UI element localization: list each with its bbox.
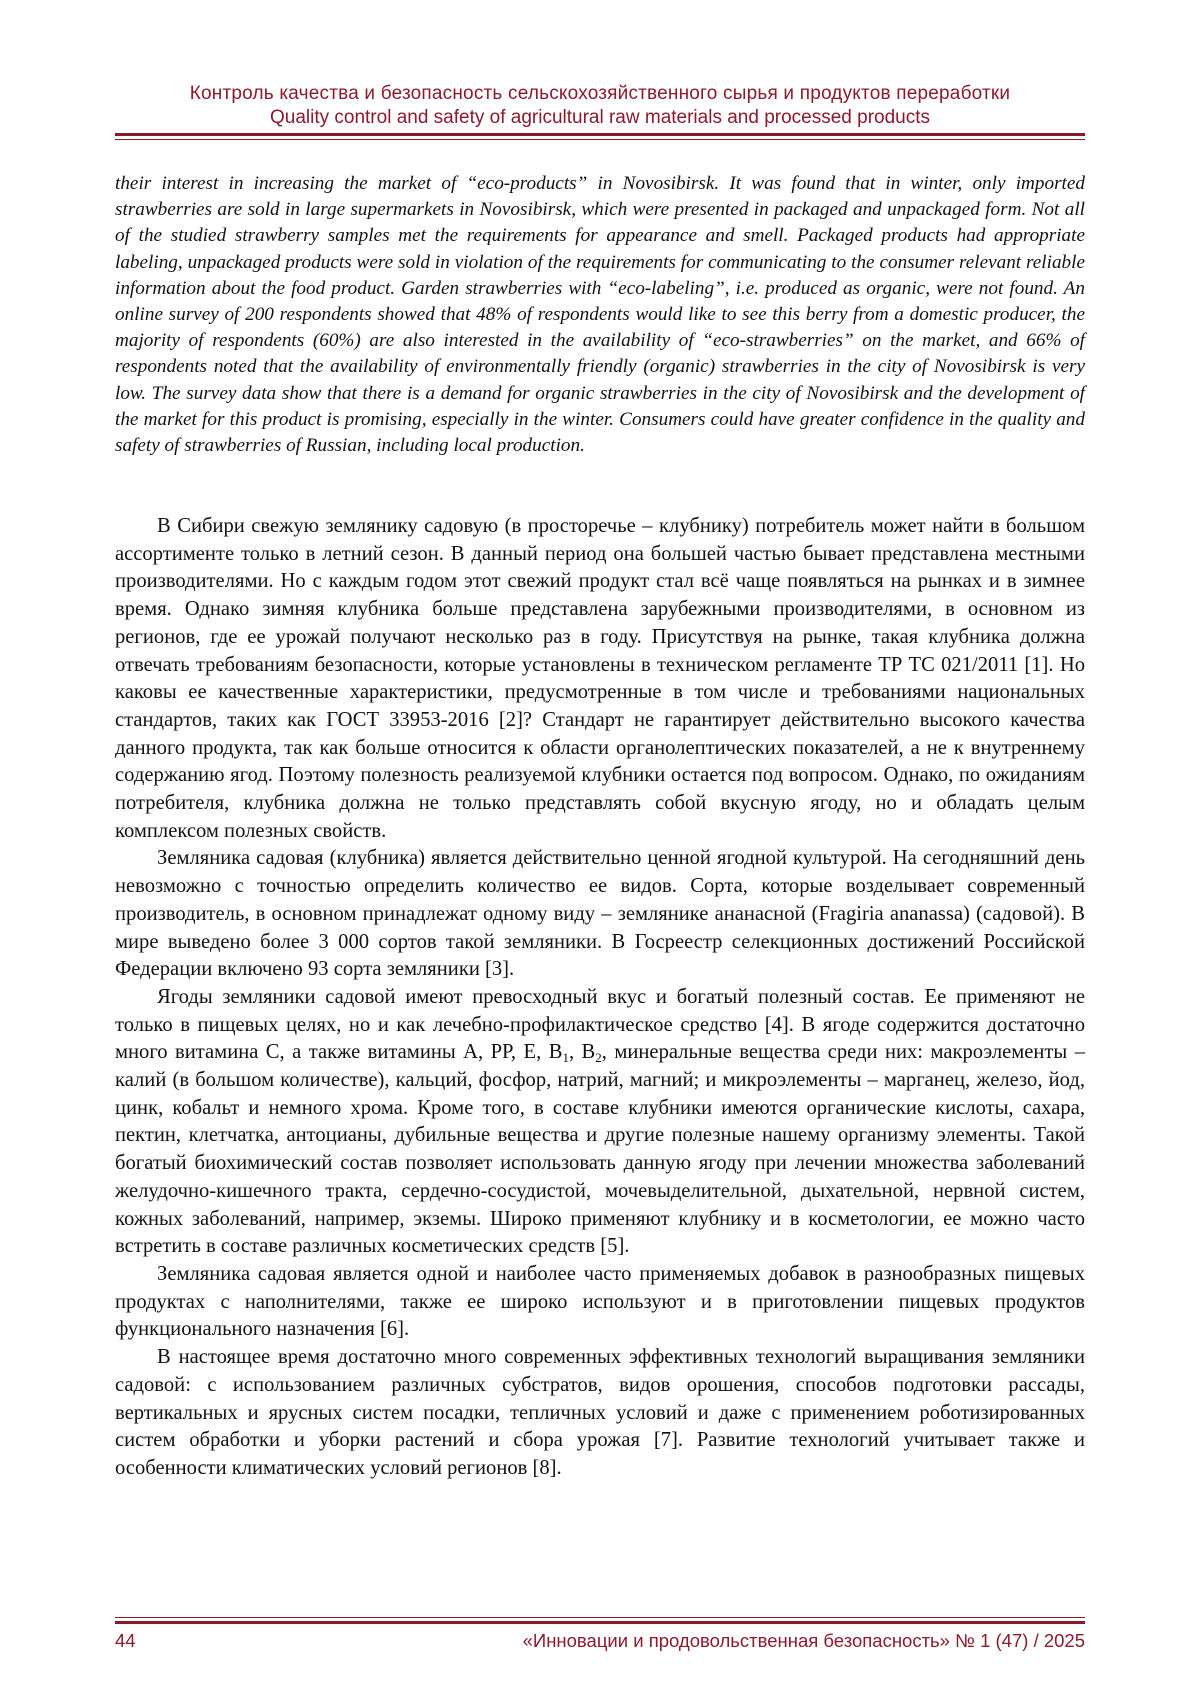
paragraph-text: , минеральные вещества среди них: макроэлементы – калий (в большом количестве), кальций, фосфор, натрий, магний; и микроэлементы – марганец, железо, йод, цинк, кобальт и немного хрома. Кроме того, в составе клубники имеются органические кислоты, сахара, пектин, клетчатка, антоцианы, дубильные вещества и другие полезные нашему организму элементы. Такой богатый биохимический состав позволяет использовать данную ягоду при лечении множества заболеваний желудочно-кишечного тракта, сердечно-сосудистой, мочевыделительной, дыхательной, нервной систем, кожных заболеваний, например, экземы. Широко применяют клубнику и в косметологии, ее можно часто встретить в составе различных косметических средств [5].	[115, 1041, 1086, 1258]
paragraph: Земляника садовая (клубника) является действительно ценной ягодной культурой. На сегодняшний день невозможно с точностью определить количество ее видов. Сорта, которые возделывает современный производитель, в основном принадлежат одному виду – землянике ананасной (Fragiria ananassa) (садовой). В мире выведено более 3 000 сортов такой земляники. В Госреестр селекционных достижений Российской Федерации включено 93 сорта земляники [3].	[115, 847, 1085, 981]
article-body	[115, 513, 1085, 1483]
subscript: 2	[595, 1050, 602, 1066]
journal-citation: «Инновации и продовольственная безопасность» № 1 (47) / 2025	[522, 1630, 1085, 1651]
paragraph	[115, 984, 1085, 1261]
footer-rule-thin	[115, 1617, 1085, 1618]
paragraph: Земляника садовая является одной и наиболее часто применяемых добавок в разнообразных пищевых продуктах с наполнителями, также ее широко используют и в приготовлении пищевых продуктов функционального назначения [6].	[115, 1262, 1085, 1341]
running-header	[115, 82, 1085, 129]
header-rule-thin	[115, 139, 1085, 140]
subscript: 1	[562, 1050, 569, 1066]
footer-rule-thick	[115, 1621, 1085, 1624]
paragraph-text: , В	[568, 1041, 596, 1064]
header-title-ru: Контроль качества и безопасность сельскохозяйственного сырья и продуктов переработки	[189, 83, 1011, 104]
paragraph-text: Ягоды земляники садовой имеют превосходный вкус и богатый полезный состав. Ее применяют не только в пищевых целях, но и как лечебно-профилактическое средство [4]. В ягоде содержится достаточно много витамина С, а также витамины А, РР, Е, В	[115, 985, 1085, 1064]
paragraph: В настоящее время достаточно много современных эффективных технологий выращивания земляники садовой: с использованием различных субстратов, видов орошения, способов подготовки рассады, вертикальных и ярусных систем посадки, тепличных условий и даже с применением роботизированных систем обработки и уборки растений и сбора урожая [7]. Развитие технологий учитывает также и особенности климатических условий регионов [8].	[115, 1346, 1085, 1479]
header-rule-thick	[115, 133, 1085, 136]
page-number: 44	[115, 1630, 136, 1651]
header-title-en: Quality control and safety of agricultural raw materials and processed products	[269, 107, 931, 128]
abstract-text: their interest in increasing the market of “eco-products” in Novosibirsk. It was found that in winter, only imported strawberries are sold in large supermarkets in Novosibirsk, which were presented in packaged and unpackaged form. Not all of the studied strawberry samples met the requirements for appearance and smell. Packaged products had appropriate labeling, unpackaged products were sold in violation of the requirements for communicating to the consumer relevant reliable information about the food product. Garden strawberries with “eco-labeling”, i.e. produced as organic, were not found. An online survey of 200 respondents showed that 48% of respondents would like to see this berry from a domestic producer, the majority of respondents (60%) are also interested in the availability of “eco-strawberries” on the market, and 66% of respondents noted that the availability of environmentally friendly (organic) strawberries in the city of Novosibirsk is very low. The survey data show that there is a demand for organic strawberries in the city of Novosibirsk and the development of the market for this product is promising, especially in the winter. Consumers could have greater confidence in the quality and safety of strawberries of Russian, including local production.	[115, 173, 1085, 457]
paragraph: В Сибири свежую землянику садовую (в просторечье – клубнику) потребитель может найти в большом ассортименте только в летний сезон. В данный период она большей частью бывает представлена местными производителями. Но с каждым годом этот свежий продукт стал всё чаще появляться на рынках и в зимнее время. Однако зимняя клубника больше представлена зарубежными производителями, в основном из регионов, где ее урожай получают несколько раз в году. Присутствуя на рынке, такая клубника должна отвечать требованиям безопасности, которые установлены в техническом регламенте ТР ТС 021/2011 [1]. Но каковы ее качественные характеристики, предусмотренные в том числе и требованиями национальных стандартов, таких как ГОСТ 33953-2016 [2]? Стандарт не гарантирует действительно высокого качества данного продукта, так как больше относится к области органолептических показателей, а не к внутреннему содержанию ягод. Поэтому полезность реализуемой клубники остается под вопросом. Однако, по ожиданиям потребителя, клубника должна не только представлять собой вкусную ягоду, но и обладать целым комплексом полезных свойств.	[115, 515, 1085, 842]
